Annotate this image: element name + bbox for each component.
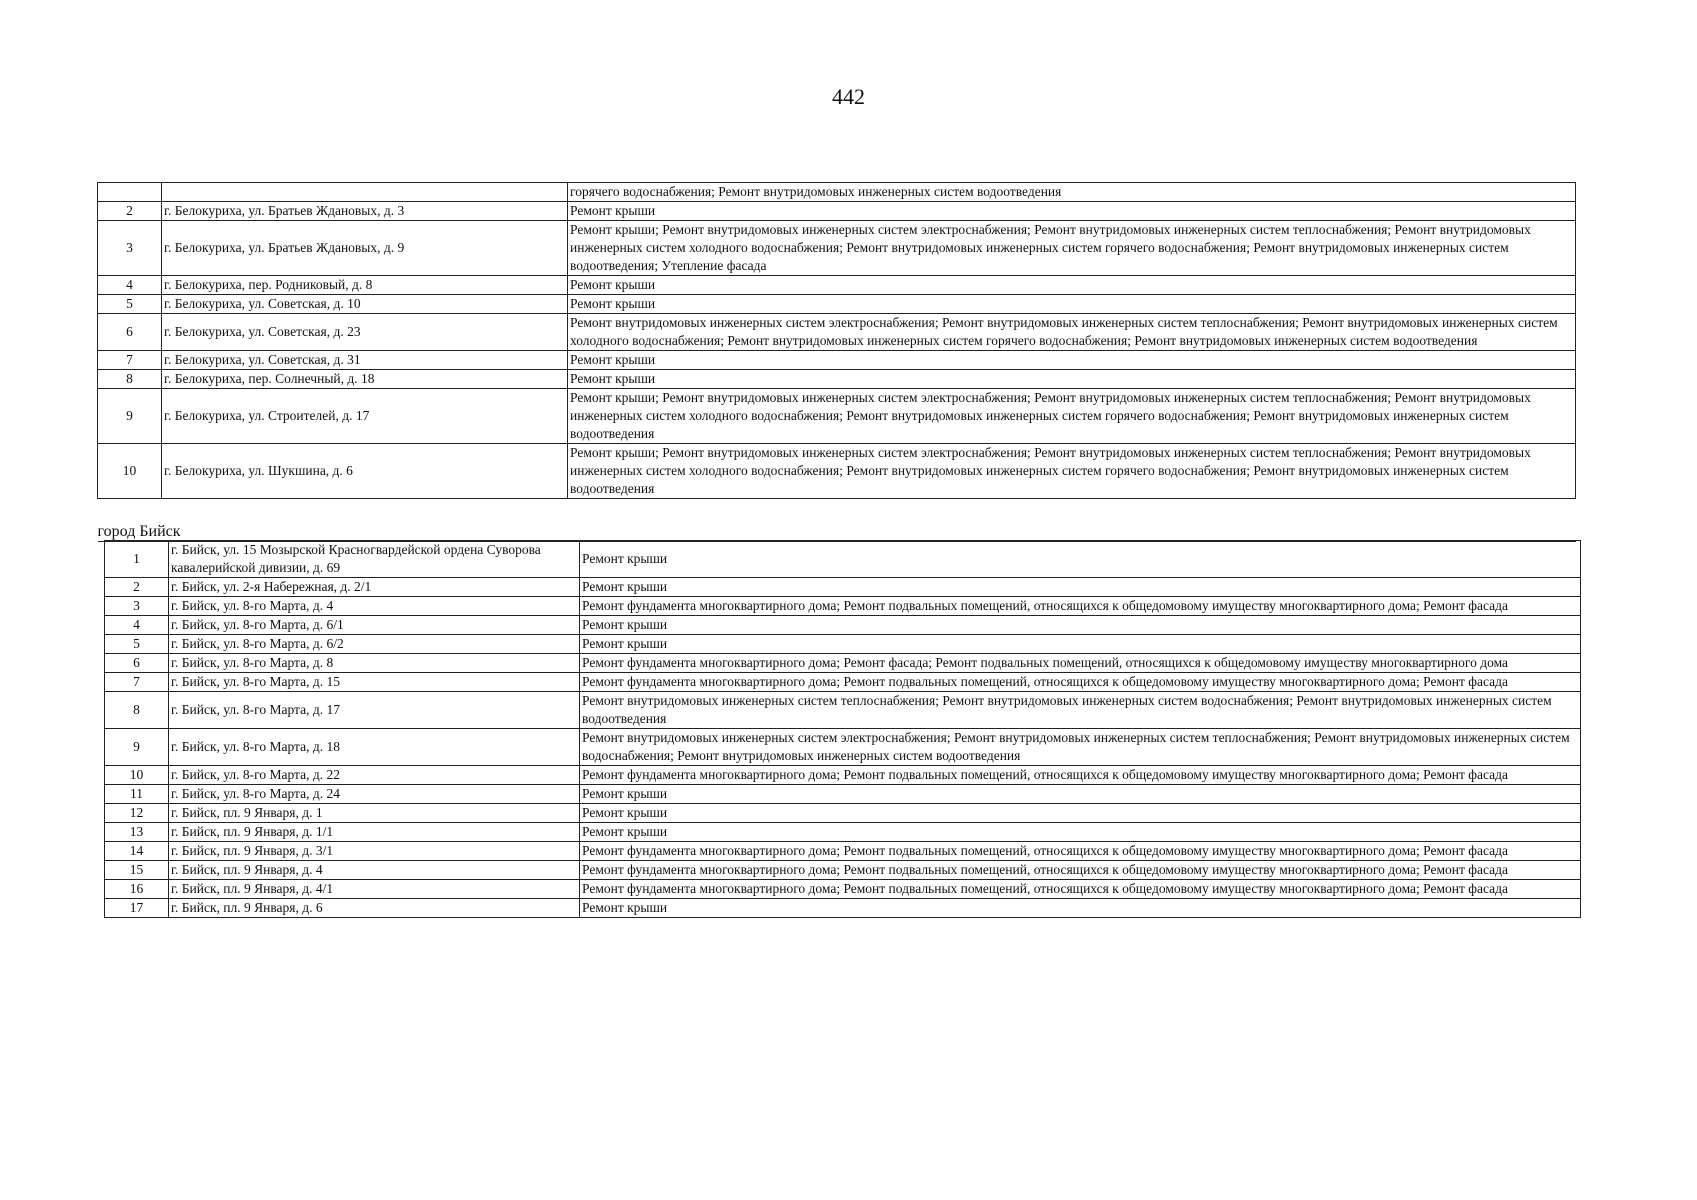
- row-number: 13: [105, 823, 169, 842]
- table-row: [98, 295, 1576, 314]
- row-number: 5: [105, 635, 169, 654]
- section-header-row: [98, 499, 1576, 542]
- row-number: 7: [98, 351, 162, 370]
- table-row: [105, 842, 1581, 861]
- row-work-types: Ремонт фундамента многоквартирного дома; Ремонт подвальных помещений, относящихся к общедомовому имуществу многоквартирного дома; Ремонт фасада: [580, 597, 1581, 616]
- row-number: 4: [105, 616, 169, 635]
- table-row: [98, 183, 1576, 202]
- row-work-types: Ремонт крыши: [580, 616, 1581, 635]
- row-work-types: Ремонт крыши: [568, 295, 1576, 314]
- row-address: г. Бийск, ул. 8-го Марта, д. 24: [169, 785, 580, 804]
- row-work-types: Ремонт крыши; Ремонт внутридомовых инженерных систем электроснабжения; Ремонт внутридомовых инженерных систем теплоснабжения; Ремонт внутридомовых инженерных систем холодного водоснабжения; Ремонт внутридомовых инженерных систем горячего водоснабжения; Ремонт внутридомовых инженерных систем водоотведения: [568, 444, 1576, 499]
- table-row: [105, 541, 1581, 578]
- table-row: [105, 635, 1581, 654]
- table-row: [105, 899, 1581, 918]
- row-number: 9: [105, 729, 169, 766]
- row-number: 12: [105, 804, 169, 823]
- row-number: 9: [98, 389, 162, 444]
- row-number: 8: [105, 692, 169, 729]
- row-work-types: Ремонт крыши: [580, 541, 1581, 578]
- row-number: 17: [105, 899, 169, 918]
- row-address: г. Белокуриха, ул. Советская, д. 10: [162, 295, 568, 314]
- row-number: 8: [98, 370, 162, 389]
- row-work-types: Ремонт внутридомовых инженерных систем электроснабжения; Ремонт внутридомовых инженерных систем теплоснабжения; Ремонт внутридомовых инженерных систем водоснабжения; Ремонт внутридомовых инженерных систем водоотведения: [580, 729, 1581, 766]
- row-address: г. Белокуриха, ул. Строителей, д. 17: [162, 389, 568, 444]
- row-work-types: Ремонт крыши: [580, 578, 1581, 597]
- table-row: [105, 861, 1581, 880]
- row-address: г. Бийск, ул. 8-го Марта, д. 15: [169, 673, 580, 692]
- row-address: г. Бийск, ул. 8-го Марта, д. 4: [169, 597, 580, 616]
- row-address: г. Бийск, ул. 8-го Марта, д. 6/2: [169, 635, 580, 654]
- row-number: 10: [105, 766, 169, 785]
- row-work-types: Ремонт крыши: [568, 370, 1576, 389]
- row-number: 11: [105, 785, 169, 804]
- row-number: 16: [105, 880, 169, 899]
- row-address: г. Бийск, пл. 9 Января, д. 6: [169, 899, 580, 918]
- row-address: г. Белокуриха, ул. Советская, д. 23: [162, 314, 568, 351]
- row-address: г. Белокуриха, ул. Шукшина, д. 6: [162, 444, 568, 499]
- row-address: г. Белокуриха, ул. Братьев Ждановых, д. 3: [162, 202, 568, 221]
- table-row: [98, 351, 1576, 370]
- row-work-types: Ремонт фундамента многоквартирного дома; Ремонт подвальных помещений, относящихся к общедомовому имуществу многоквартирного дома; Ремонт фасада: [580, 766, 1581, 785]
- row-address: г. Бийск, ул. 2-я Набережная, д. 2/1: [169, 578, 580, 597]
- row-address: г. Бийск, пл. 9 Января, д. 4/1: [169, 880, 580, 899]
- row-work-types: Ремонт фундамента многоквартирного дома; Ремонт подвальных помещений, относящихся к общедомовому имуществу многоквартирного дома; Ремонт фасада: [580, 880, 1581, 899]
- repair-table-belokurikha: [97, 182, 1576, 542]
- row-number: 3: [105, 597, 169, 616]
- row-work-types: Ремонт внутридомовых инженерных систем теплоснабжения; Ремонт внутридомовых инженерных систем водоснабжения; Ремонт внутридомовых инженерных систем водоотведения: [580, 692, 1581, 729]
- row-number: 6: [98, 314, 162, 351]
- row-number: [98, 183, 162, 202]
- row-work-types: Ремонт фундамента многоквартирного дома; Ремонт фасада; Ремонт подвальных помещений, относящихся к общедомовому имуществу многоквартирного дома: [580, 654, 1581, 673]
- row-work-types: Ремонт крыши; Ремонт внутридомовых инженерных систем электроснабжения; Ремонт внутридомовых инженерных систем теплоснабжения; Ремонт внутридомовых инженерных систем холодного водоснабжения; Ремонт внутридомовых инженерных систем горячего водоснабжения; Ремонт внутридомовых инженерных систем водоотведения: [568, 389, 1576, 444]
- table-row: [105, 823, 1581, 842]
- row-address: г. Бийск, ул. 8-го Марта, д. 22: [169, 766, 580, 785]
- row-work-types: Ремонт фундамента многоквартирного дома; Ремонт подвальных помещений, относящихся к общедомовому имуществу многоквартирного дома; Ремонт фасада: [580, 842, 1581, 861]
- row-number: 7: [105, 673, 169, 692]
- row-number: 3: [98, 221, 162, 276]
- table-row: [98, 276, 1576, 295]
- row-work-types: Ремонт крыши: [568, 351, 1576, 370]
- row-number: 2: [105, 578, 169, 597]
- row-address: г. Белокуриха, ул. Советская, д. 31: [162, 351, 568, 370]
- row-address: г. Белокуриха, пер. Родниковый, д. 8: [162, 276, 568, 295]
- row-number: 14: [105, 842, 169, 861]
- table-row: [105, 597, 1581, 616]
- row-work-types: Ремонт крыши: [568, 276, 1576, 295]
- table-row: [105, 578, 1581, 597]
- row-work-types: Ремонт крыши; Ремонт внутридомовых инженерных систем электроснабжения; Ремонт внутридомовых инженерных систем теплоснабжения; Ремонт внутридомовых инженерных систем холодного водоснабжения; Ремонт внутридомовых инженерных систем горячего водоснабжения; Ремонт внутридомовых инженерных систем водоотведения; Утепление фасада: [568, 221, 1576, 276]
- row-work-types: Ремонт крыши: [580, 785, 1581, 804]
- table-row: [105, 785, 1581, 804]
- table-row: [105, 673, 1581, 692]
- row-address: г. Бийск, ул. 8-го Марта, д. 18: [169, 729, 580, 766]
- repair-table-biysk: [104, 540, 1581, 918]
- row-number: 2: [98, 202, 162, 221]
- row-address: г. Бийск, ул. 8-го Марта, д. 8: [169, 654, 580, 673]
- row-work-types: Ремонт крыши: [580, 899, 1581, 918]
- row-number: 15: [105, 861, 169, 880]
- row-number: 4: [98, 276, 162, 295]
- row-work-types: Ремонт внутридомовых инженерных систем электроснабжения; Ремонт внутридомовых инженерных систем теплоснабжения; Ремонт внутридомовых инженерных систем холодного водоснабжения; Ремонт внутридомовых инженерных систем горячего водоснабжения; Ремонт внутридомовых инженерных систем водоотведения: [568, 314, 1576, 351]
- row-number: 6: [105, 654, 169, 673]
- table-row: [98, 314, 1576, 351]
- page-number: 442: [832, 84, 865, 109]
- table-row: [98, 202, 1576, 221]
- row-work-types: Ремонт крыши: [568, 202, 1576, 221]
- row-address: [162, 183, 568, 202]
- table-row: [105, 880, 1581, 899]
- row-number: 5: [98, 295, 162, 314]
- row-work-types: Ремонт крыши: [580, 823, 1581, 842]
- table-row: [105, 692, 1581, 729]
- row-address: г. Бийск, ул. 8-го Марта, д. 6/1: [169, 616, 580, 635]
- row-address: г. Бийск, ул. 8-го Марта, д. 17: [169, 692, 580, 729]
- row-address: г. Бийск, пл. 9 Января, д. 1/1: [169, 823, 580, 842]
- table-row: [105, 729, 1581, 766]
- row-number: 10: [98, 444, 162, 499]
- table-row: [105, 616, 1581, 635]
- row-address: г. Бийск, пл. 9 Января, д. 4: [169, 861, 580, 880]
- row-number: 1: [105, 541, 169, 578]
- section-title: город Бийск: [98, 499, 1576, 542]
- table-row: [105, 654, 1581, 673]
- row-work-types: Ремонт фундамента многоквартирного дома; Ремонт подвальных помещений, относящихся к общедомовому имуществу многоквартирного дома; Ремонт фасада: [580, 673, 1581, 692]
- row-address: г. Бийск, пл. 9 Января, д. 3/1: [169, 842, 580, 861]
- row-work-types: Ремонт крыши: [580, 635, 1581, 654]
- row-work-types: Ремонт фундамента многоквартирного дома; Ремонт подвальных помещений, относящихся к общедомовому имуществу многоквартирного дома; Ремонт фасада: [580, 861, 1581, 880]
- row-work-types: Ремонт крыши: [580, 804, 1581, 823]
- row-address: г. Бийск, пл. 9 Января, д. 1: [169, 804, 580, 823]
- row-work-types: горячего водоснабжения; Ремонт внутридомовых инженерных систем водоотведения: [568, 183, 1576, 202]
- table-row: [105, 766, 1581, 785]
- table-row: [98, 370, 1576, 389]
- table-row: [105, 804, 1581, 823]
- table-row: [98, 444, 1576, 499]
- row-address: г. Белокуриха, пер. Солнечный, д. 18: [162, 370, 568, 389]
- row-address: г. Белокуриха, ул. Братьев Ждановых, д. 9: [162, 221, 568, 276]
- row-address: г. Бийск, ул. 15 Мозырской Красногвардейской ордена Суворова кавалерийской дивизии, д. 69: [169, 541, 580, 578]
- table-row: [98, 221, 1576, 276]
- table-row: [98, 389, 1576, 444]
